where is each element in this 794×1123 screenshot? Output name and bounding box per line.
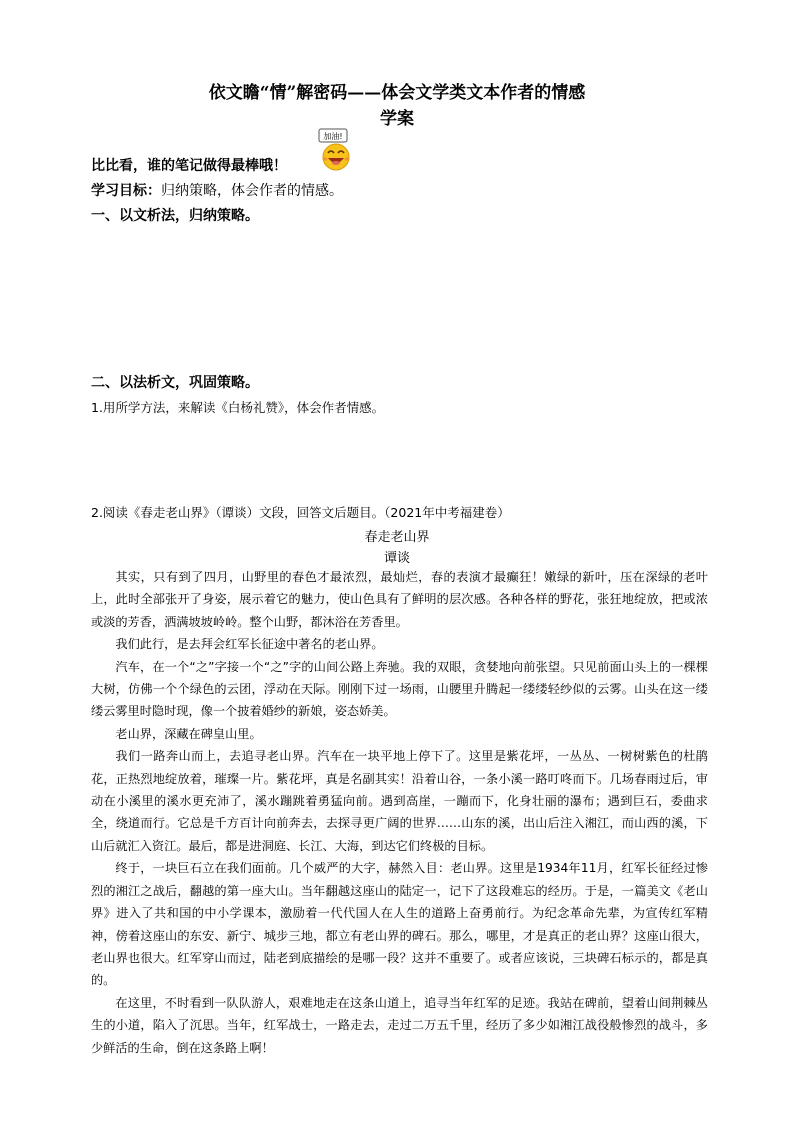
cheer-sticker bbox=[316, 128, 356, 172]
question-1: 1.用所学方法，来解读《白杨礼赞》，体会作者情感。 bbox=[91, 400, 385, 415]
article-paragraph: 其实，只有到了四月，山野里的春色才最浓烈，最灿烂，春的表演才最癫狂！嫩绿的新叶，压在深绿的老叶上，此时全部张开了身姿，展示着它的魅力，使山色具有了鲜明的层次感。各种各样的野花，张狂地绽放，把或浓或淡的芳香，洒满坡坡岭岭。整个山野，都沐浴在芳香里。 bbox=[91, 570, 708, 629]
article-paragraph: 终于，一块巨石立在我们面前。几个威严的大字，赫然入目：老山界。这里是1934年11月，红军长征经过惨烈的湘江之战后，翻越的第一座大山。当年翻越这座山的陆定一，记下了这段难忘的经历。于是，一篇美文《老山界》进入了共和国的中小学课本，激励着一代代国人在人生的道路上奋勇前行。为纪念革命先辈，为宣传红军精神，傍着这座山的东安、新宁、城步三地，都立有老山界的碑石。那么，哪里，才是真正的老山界？这座山很大，老山界也很大。红军穿山而过，陆老到底描绘的是哪一段？这并不重要了。或者应该说，三块碑石标示的，都是真的。 bbox=[91, 861, 708, 988]
section-1-heading: 一、以文析法，归纳策略。 bbox=[91, 208, 259, 224]
article-title: 春走老山界 bbox=[364, 530, 430, 545]
page-subtitle: 学案 bbox=[380, 109, 414, 129]
article-paragraph: 我们此行，是去拜会红军长征途中著名的老山界。 bbox=[115, 637, 384, 652]
sticker-text: 加油! bbox=[323, 132, 343, 141]
article-paragraph: 在这里，不时看到一队队游人，艰难地走在这条山道上，追寻当年红军的足迹。我站在碑前，望着山间荆棘丛生的小道，陷入了沉思。当年，红军战士，一路走去，走过二万五千里，经历了多少如湘江战役般惨烈的战斗，多少鲜活的生命，倒在这条路上啊！ bbox=[91, 995, 708, 1055]
article-paragraph: 汽车，在一个“之”字接一个“之”字的山间公路上奔驰。我的双眼，贪婪地向前张望。只见前面山头上的一棵棵大树，仿佛一个个绿色的云团，浮动在天际。刚刚下过一场雨，山腰里升腾起一缕缕轻纱似的云雾。山头在这一缕缕云雾里时隐时现，像一个披着婚纱的新娘，姿态娇美。 bbox=[91, 659, 708, 719]
article-body bbox=[91, 566, 708, 1059]
intro-text: 比比看，谁的笔记做得最棒哦！ bbox=[91, 158, 287, 174]
article-author: 谭谈 bbox=[383, 551, 410, 566]
section-2-heading: 二、以法析文，巩固策略。 bbox=[91, 375, 259, 391]
article-paragraph: 老山界，深藏在碑皇山里。 bbox=[115, 726, 262, 741]
page-title: 依文瞻“情”解密码——体会文学类文本作者的情感 bbox=[208, 83, 586, 103]
question-2: 2.阅读《春走老山界》（谭谈）文段，回答文后题目。（2021年中考福建卷） bbox=[91, 505, 510, 520]
article-paragraph: 我们一路奔山而上，去追寻老山界。汽车在一块平地上停下了。这里是紫花坪，一丛丛、一树树紫色的杜鹃花，正热烈地绽放着，璀璨一片。紫花坪，真是名副其实！沿着山谷，一条小溪一路叮咚而下。几场春雨过后，审动在小溪里的溪水更充沛了，溪水蹦跳着勇猛向前。遇到高崖，一蹦而下，化身壮丽的瀑布；遇到巨石，委曲求全，绕道而行。它总是千方百计向前奔去，去探寻更广阔的世界……山东的溪，出山后注入湘江，而山西的溪，下山后就汇入资江。最后，都是进洞庭、长江、大海，到达它们终极的目标。 bbox=[91, 749, 708, 853]
learning-goal bbox=[91, 180, 343, 200]
goal-label: 学习目标： bbox=[91, 183, 161, 199]
laughing-face-icon bbox=[316, 128, 356, 172]
goal-text: 归纳策略，体会作者的情感。 bbox=[161, 183, 343, 199]
